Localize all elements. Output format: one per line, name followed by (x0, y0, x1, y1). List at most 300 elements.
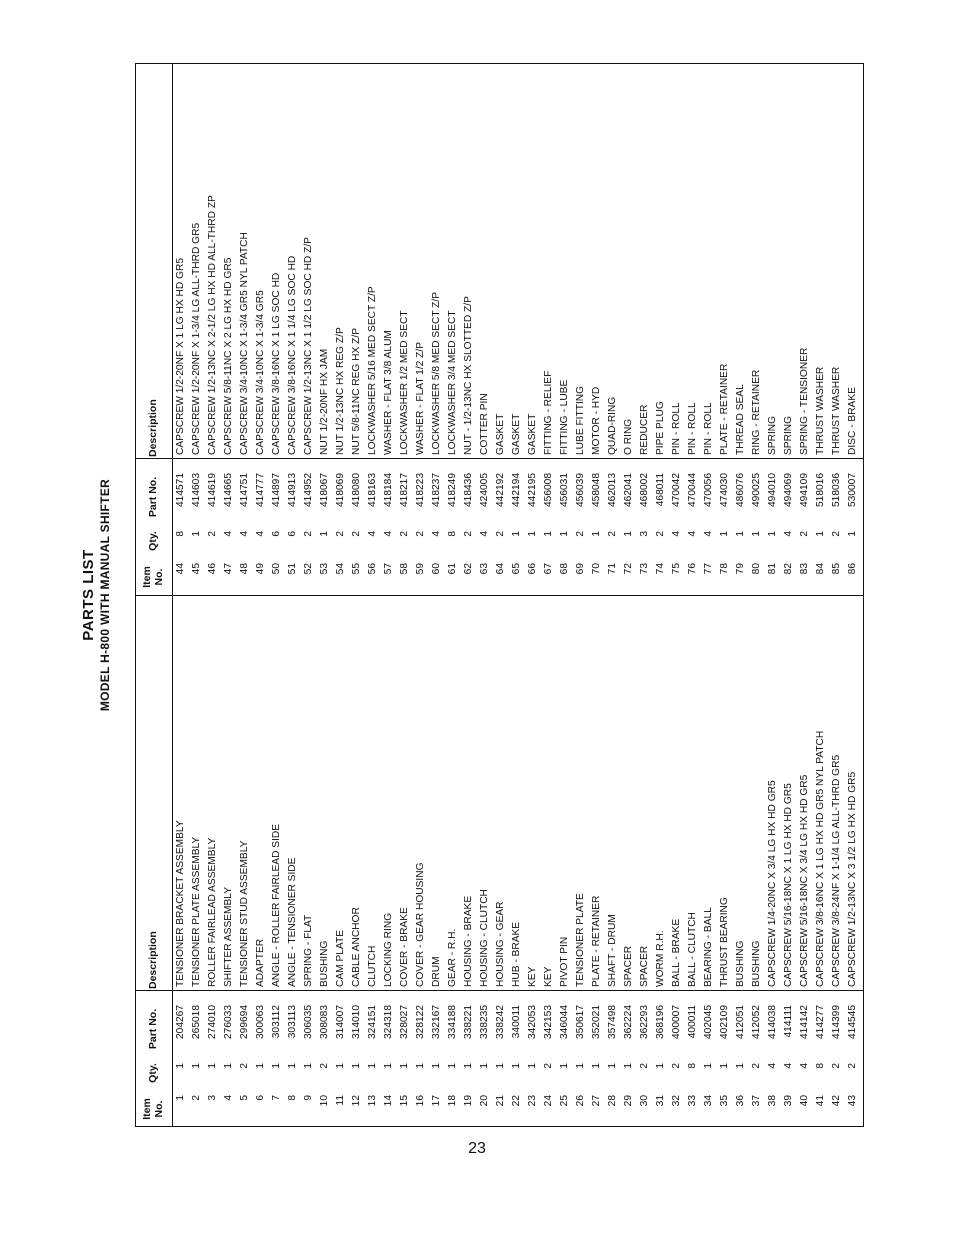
cell-item-no: 76 (687, 563, 698, 575)
cell-part-no: 400011 (687, 1005, 698, 1039)
cell-item-no: 58 (399, 563, 410, 575)
cell-item-no: 77 (703, 563, 714, 575)
cell-item-no: 47 (223, 563, 234, 575)
header-qty: Qty. (147, 1063, 159, 1083)
table-row (301, 63, 317, 595)
cell-description: SPRING (765, 416, 781, 459)
cell-description: COTTER PIN (477, 393, 493, 459)
cell-qty: 2 (847, 1063, 858, 1069)
table-row (573, 596, 589, 1127)
cell-description: LUBE FITTING (573, 386, 589, 459)
table-row (701, 63, 717, 595)
cell-part-no: 332167 (431, 1005, 442, 1039)
cell-description: SPRING - FLAT (301, 915, 317, 991)
cell-description: SHIFTER ASSEMBLY (221, 887, 237, 991)
table-row (221, 596, 237, 1127)
cell-part-no: 357498 (607, 1005, 618, 1039)
cell-qty: 2 (495, 531, 506, 537)
cell-item-no: 75 (671, 563, 682, 575)
table-row (829, 63, 845, 595)
cell-description: CLUTCH (365, 946, 381, 991)
cell-item-no: 49 (255, 563, 266, 575)
table-row (461, 63, 477, 595)
table-row (253, 63, 269, 595)
cell-item-no: 50 (271, 563, 282, 575)
cell-item-no: 80 (751, 563, 762, 575)
table-row (349, 596, 365, 1127)
cell-item-no: 48 (239, 563, 250, 575)
cell-qty: 1 (207, 1063, 218, 1069)
cell-part-no: 418163 (367, 473, 378, 507)
table-row (781, 596, 797, 1127)
cell-qty: 1 (591, 531, 602, 537)
cell-part-no: 470044 (687, 473, 698, 507)
cell-description: BALL - CLUTCH (685, 912, 701, 991)
page-title: PARTS LIST (80, 549, 97, 641)
cell-item-no: 28 (607, 1095, 618, 1107)
cell-item-no: 85 (831, 563, 842, 575)
cell-part-no: 350617 (575, 1005, 586, 1039)
cell-part-no: 468002 (639, 473, 650, 507)
cell-item-no: 1 (175, 1095, 186, 1101)
cell-qty: 1 (495, 1063, 506, 1069)
cell-qty: 2 (671, 1063, 682, 1069)
cell-item-no: 8 (287, 1095, 298, 1101)
cell-item-no: 10 (319, 1095, 330, 1107)
cell-part-no: 418067 (319, 473, 330, 507)
cell-item-no: 25 (559, 1095, 570, 1107)
header-part-no: Part No. (147, 1008, 159, 1050)
table-row (781, 63, 797, 595)
cell-qty: 1 (271, 1063, 282, 1069)
cell-qty: 1 (767, 531, 778, 537)
cell-part-no: 402045 (703, 1005, 714, 1039)
table-row (637, 596, 653, 1127)
cell-item-no: 39 (783, 1095, 794, 1107)
cell-qty: 8 (447, 531, 458, 537)
cell-qty: 1 (431, 1063, 442, 1069)
cell-qty: 1 (527, 531, 538, 537)
cell-qty: 4 (767, 1063, 778, 1069)
cell-qty: 1 (319, 531, 330, 537)
cell-qty: 1 (719, 1063, 730, 1069)
cell-part-no: 486076 (735, 473, 746, 507)
table-row (845, 63, 861, 595)
cell-part-no: 324151 (367, 1005, 378, 1039)
cell-description: CAPSCREW 1/4-20NC X 3/4 LG HX HD GR5 (765, 780, 781, 991)
cell-item-no: 59 (415, 563, 426, 575)
cell-description: LOCKWASHER 5/16 MED SECT Z/P (365, 286, 381, 459)
table-row (493, 63, 509, 595)
cell-item-no: 16 (415, 1095, 426, 1107)
cell-item-no: 45 (191, 563, 202, 575)
cell-part-no: 490025 (751, 473, 762, 507)
cell-qty: 1 (655, 1063, 666, 1069)
cell-item-no: 60 (431, 563, 442, 575)
cell-qty: 1 (511, 1063, 522, 1069)
cell-description: SPRING - TENSIONER (797, 348, 813, 459)
cell-item-no: 56 (367, 563, 378, 575)
table-row (749, 596, 765, 1127)
cell-qty: 2 (655, 531, 666, 537)
cell-qty: 4 (783, 1063, 794, 1069)
cell-item-no: 71 (607, 563, 618, 575)
table-row (621, 596, 637, 1127)
cell-description: REDUCER (637, 405, 653, 459)
header-item-no: Item No. (141, 1098, 165, 1120)
cell-item-no: 64 (495, 563, 506, 575)
cell-description: PLATE - RETAINER (717, 364, 733, 459)
cell-item-no: 37 (751, 1095, 762, 1107)
cell-qty: 1 (719, 531, 730, 537)
cell-part-no: 418249 (447, 473, 458, 507)
table-row (173, 63, 189, 595)
cell-description: SPRING (781, 416, 797, 459)
cell-description: COVER - GEAR HOUSING (413, 862, 429, 991)
table-row (509, 63, 525, 595)
cell-description: QUAD-RING (605, 397, 621, 459)
table-row (845, 596, 861, 1127)
cell-part-no: 458048 (591, 473, 602, 507)
table-row (317, 63, 333, 595)
cell-part-no: 418223 (415, 473, 426, 507)
table-row (333, 63, 349, 595)
cell-qty: 1 (303, 1063, 314, 1069)
cell-item-no: 15 (399, 1095, 410, 1107)
cell-description: TENSIONER BRACKET ASSEMBLY (173, 820, 189, 991)
table-row (797, 63, 813, 595)
cell-description: CAPSCREW 3/4-10NC X 1-3/4 GR5 NYL PATCH (237, 232, 253, 459)
table-row (733, 596, 749, 1127)
cell-part-no: 518016 (815, 473, 826, 507)
cell-part-no: 442195 (527, 473, 538, 507)
cell-qty: 4 (255, 531, 266, 537)
cell-item-no: 2 (191, 1095, 202, 1101)
cell-qty: 2 (799, 531, 810, 537)
cell-qty: 8 (687, 1063, 698, 1069)
header-qty: Qty. (147, 531, 159, 551)
parts-list-rotated (80, 63, 864, 1127)
cell-description: WASHER - FLAT 3/8 ALUM (381, 330, 397, 459)
cell-part-no: 412051 (735, 1005, 746, 1039)
cell-item-no: 27 (591, 1095, 602, 1107)
table-row (381, 63, 397, 595)
cell-part-no: 414952 (303, 473, 314, 507)
cell-qty: 1 (735, 1063, 746, 1069)
cell-description: GASKET (509, 414, 525, 459)
cell-part-no: 303113 (287, 1005, 298, 1039)
cell-item-no: 82 (783, 563, 794, 575)
cell-part-no: 418436 (463, 473, 474, 507)
cell-item-no: 74 (655, 563, 666, 575)
cell-description: CAPSCREW 3/4-10NC X 1-3/4 GR5 (253, 290, 269, 459)
table-row (605, 63, 621, 595)
cell-qty: 4 (223, 531, 234, 537)
cell-item-no: 23 (527, 1095, 538, 1107)
cell-qty: 1 (415, 1063, 426, 1069)
cell-item-no: 18 (447, 1095, 458, 1107)
cell-qty: 1 (335, 1063, 346, 1069)
cell-part-no: 456008 (543, 473, 554, 507)
cell-item-no: 20 (479, 1095, 490, 1107)
cell-qty: 2 (463, 531, 474, 537)
cell-item-no: 29 (623, 1095, 634, 1107)
parts-table-right (135, 63, 864, 595)
table-row (365, 596, 381, 1127)
cell-item-no: 26 (575, 1095, 586, 1107)
cell-part-no: 414603 (191, 473, 202, 507)
cell-description: CAPSCREW 3/8-16NC X 1 LG SOC HD (269, 273, 285, 459)
cell-item-no: 3 (207, 1095, 218, 1101)
cell-qty: 2 (239, 1063, 250, 1069)
cell-qty: 4 (239, 531, 250, 537)
table-row (717, 63, 733, 595)
table-row (765, 63, 781, 595)
table-row (685, 63, 701, 595)
cell-part-no: 414111 (783, 1005, 794, 1038)
cell-item-no: 65 (511, 563, 522, 575)
table-row (269, 63, 285, 595)
table-row (557, 596, 573, 1127)
cell-qty: 2 (607, 531, 618, 537)
cell-part-no: 414619 (207, 473, 218, 507)
cell-qty: 1 (591, 1063, 602, 1069)
cell-item-no: 79 (735, 563, 746, 575)
cell-qty: 2 (751, 1063, 762, 1069)
cell-item-no: 32 (671, 1095, 682, 1107)
cell-part-no: 274010 (207, 1005, 218, 1039)
cell-description: ADAPTER (253, 939, 269, 991)
cell-part-no: 414751 (239, 473, 250, 507)
cell-description: CAPSCREW 5/16-18NC X 1 LG HX HD GR5 (781, 783, 797, 991)
cell-qty: 1 (735, 531, 746, 537)
cell-description: SPACER (637, 946, 653, 991)
cell-item-no: 61 (447, 563, 458, 575)
cell-qty: 2 (831, 1063, 842, 1069)
cell-qty: 1 (367, 1063, 378, 1069)
cell-qty: 1 (351, 1063, 362, 1069)
cell-item-no: 73 (639, 563, 650, 575)
table-row (189, 63, 205, 595)
cell-part-no: 456031 (559, 473, 570, 507)
cell-description: NUT 5/8-11NC REG HX Z/P (349, 328, 365, 459)
cell-part-no: 414777 (255, 473, 266, 507)
cell-item-no: 38 (767, 1095, 778, 1107)
table-row (605, 596, 621, 1127)
table-row (397, 596, 413, 1127)
cell-item-no: 55 (351, 563, 362, 575)
cell-item-no: 43 (847, 1095, 858, 1107)
table-row (749, 63, 765, 595)
cell-qty: 1 (751, 531, 762, 537)
table-row (381, 596, 397, 1127)
cell-part-no: 204267 (175, 1005, 186, 1039)
cell-part-no: 414665 (223, 473, 234, 507)
cell-qty: 2 (639, 1063, 650, 1069)
cell-qty: 1 (463, 1063, 474, 1069)
cell-description: CAPSCREW 5/8-11NC X 2 LG HX HD GR5 (221, 258, 237, 459)
cell-description: BALL - BRAKE (669, 919, 685, 991)
cell-item-no: 30 (639, 1095, 650, 1107)
cell-item-no: 12 (351, 1095, 362, 1107)
cell-qty: 4 (703, 531, 714, 537)
cell-description: DRUM (429, 956, 445, 991)
table-row (669, 63, 685, 595)
cell-item-no: 19 (463, 1095, 474, 1107)
table-row (669, 596, 685, 1127)
cell-item-no: 42 (831, 1095, 842, 1107)
cell-description: PIN - ROLL (685, 402, 701, 459)
table-row (813, 63, 829, 595)
cell-part-no: 468011 (655, 473, 666, 507)
table-row (589, 63, 605, 595)
cell-item-no: 83 (799, 563, 810, 575)
cell-part-no: 324318 (383, 1005, 394, 1039)
cell-part-no: 414571 (175, 473, 186, 507)
cell-description: PIPE PLUG (653, 401, 669, 459)
cell-qty: 2 (543, 1063, 554, 1069)
table-row (237, 596, 253, 1127)
cell-description: WORM R.H. (653, 930, 669, 991)
cell-item-no: 70 (591, 563, 602, 575)
table-row (285, 63, 301, 595)
cell-item-no: 52 (303, 563, 314, 575)
cell-description: LOCKWASHER 1/2 MED SECT (397, 310, 413, 459)
cell-description: CAPSCREW 3/8-16NC X 1 LG HX HD GR5 NYL PATCH (813, 731, 829, 991)
cell-part-no: 308083 (319, 1005, 330, 1039)
cell-part-no: 414277 (815, 1005, 826, 1039)
table-row (477, 596, 493, 1127)
cell-item-no: 86 (847, 563, 858, 575)
cell-part-no: 402109 (719, 1005, 730, 1039)
cell-description: RING - RETAINER (749, 370, 765, 459)
cell-item-no: 6 (255, 1095, 266, 1101)
table-row (701, 596, 717, 1127)
cell-description: BEARING - BALL (701, 907, 717, 991)
cell-description: PLATE - RETAINER (589, 896, 605, 991)
cell-part-no: 418184 (383, 473, 394, 507)
cell-part-no: 368196 (655, 1005, 666, 1039)
cell-qty: 1 (527, 1063, 538, 1069)
cell-item-no: 44 (175, 563, 186, 575)
cell-qty: 1 (559, 1063, 570, 1069)
cell-description: BUSHING (317, 941, 333, 991)
cell-qty: 1 (623, 531, 634, 537)
table-row (397, 63, 413, 595)
cell-description: THREAD SEAL (733, 384, 749, 459)
cell-description: KEY (541, 967, 557, 991)
table-row (285, 596, 301, 1127)
cell-description: ANGLE - TENSIONER SIDE (285, 858, 301, 991)
cell-part-no: 470056 (703, 473, 714, 507)
cell-description: CAPSCREW 1/2-20NF X 1 LG HX HD GR5 (173, 258, 189, 459)
table-row (813, 596, 829, 1127)
cell-description: HOUSING - CLUTCH (477, 889, 493, 991)
cell-item-no: 72 (623, 563, 634, 575)
cell-description: PIN - ROLL (701, 402, 717, 459)
table-header (135, 596, 173, 1127)
cell-description: ANGLE - ROLLER FAIRLEAD SIDE (269, 824, 285, 991)
cell-qty: 2 (575, 531, 586, 537)
cell-part-no: 400007 (671, 1005, 682, 1039)
cell-description: TENSIONER PLATE (573, 893, 589, 991)
cell-qty: 1 (703, 1063, 714, 1069)
cell-qty: 8 (815, 1063, 826, 1069)
header-description: Description (147, 399, 159, 457)
cell-description: FITTING - RELIEF (541, 371, 557, 459)
cell-item-no: 4 (223, 1095, 234, 1101)
cell-part-no: 418069 (335, 473, 346, 507)
cell-item-no: 57 (383, 563, 394, 575)
cell-part-no: 306035 (303, 1005, 314, 1039)
cell-qty: 1 (623, 1063, 634, 1069)
cell-item-no: 22 (511, 1095, 522, 1107)
table-row (829, 596, 845, 1127)
cell-description: CAPSCREW 5/16-18NC X 3/4 LG HX HD GR5 (797, 775, 813, 991)
cell-qty: 1 (383, 1063, 394, 1069)
cell-qty: 2 (351, 531, 362, 537)
cell-qty: 2 (831, 531, 842, 537)
cell-part-no: 456039 (575, 473, 586, 507)
table-row (429, 63, 445, 595)
cell-part-no: 414038 (767, 1005, 778, 1039)
cell-description: CAPSCREW 3/8-24NF X 1-1/4 LG ALL-THRD GR5 (829, 755, 845, 991)
table-row (525, 596, 541, 1127)
cell-part-no: 338242 (495, 1005, 506, 1039)
cell-item-no: 46 (207, 563, 218, 575)
table-row (797, 596, 813, 1127)
cell-description: CABLE ANCHOR (349, 907, 365, 991)
table-row (221, 63, 237, 595)
cell-item-no: 5 (239, 1095, 250, 1101)
table-row (205, 63, 221, 595)
cell-part-no: 342053 (527, 1005, 538, 1039)
cell-description: CAPSCREW 1/2-20NF X 1-3/4 LG ALL-THRD GR5 (189, 223, 205, 459)
cell-item-no: 41 (815, 1095, 826, 1107)
table-row (413, 596, 429, 1127)
cell-part-no: 530007 (847, 473, 858, 507)
cell-description: CAPSCREW 3/8-16NC X 1 1/4 LG SOC HD (285, 256, 301, 459)
page-subtitle: MODEL H-800 WITH MANUAL SHIFTER (98, 478, 112, 712)
table-row (573, 63, 589, 595)
cell-part-no: 470042 (671, 473, 682, 507)
table-row (461, 596, 477, 1127)
table-row (685, 596, 701, 1127)
cell-description: NUT 1/2-13NC HX REG Z/P (333, 327, 349, 459)
table-row (333, 596, 349, 1127)
cell-qty: 1 (543, 531, 554, 537)
cell-item-no: 54 (335, 563, 346, 575)
table-row (653, 63, 669, 595)
cell-description: GASKET (525, 414, 541, 459)
cell-description: HOUSING - GEAR (493, 902, 509, 991)
cell-part-no: 338221 (463, 1005, 474, 1039)
cell-description: SPACER (621, 946, 637, 991)
cell-qty: 1 (255, 1063, 266, 1069)
cell-description: SHAFT - DRUM (605, 914, 621, 991)
cell-description: NUT - 1/2-13NC HX SLOTTED Z/P (461, 296, 477, 459)
table-row (237, 63, 253, 595)
table-row (717, 596, 733, 1127)
cell-description: KEY (525, 967, 541, 991)
cell-description: HUB - BRAKE (509, 922, 525, 991)
table-row (493, 596, 509, 1127)
cell-description: TENSIONER STUD ASSEMBLY (237, 841, 253, 991)
cell-part-no: 276033 (223, 1005, 234, 1039)
table-row (317, 596, 333, 1127)
table-row (589, 596, 605, 1127)
cell-description: THRUST WASHER (813, 367, 829, 459)
